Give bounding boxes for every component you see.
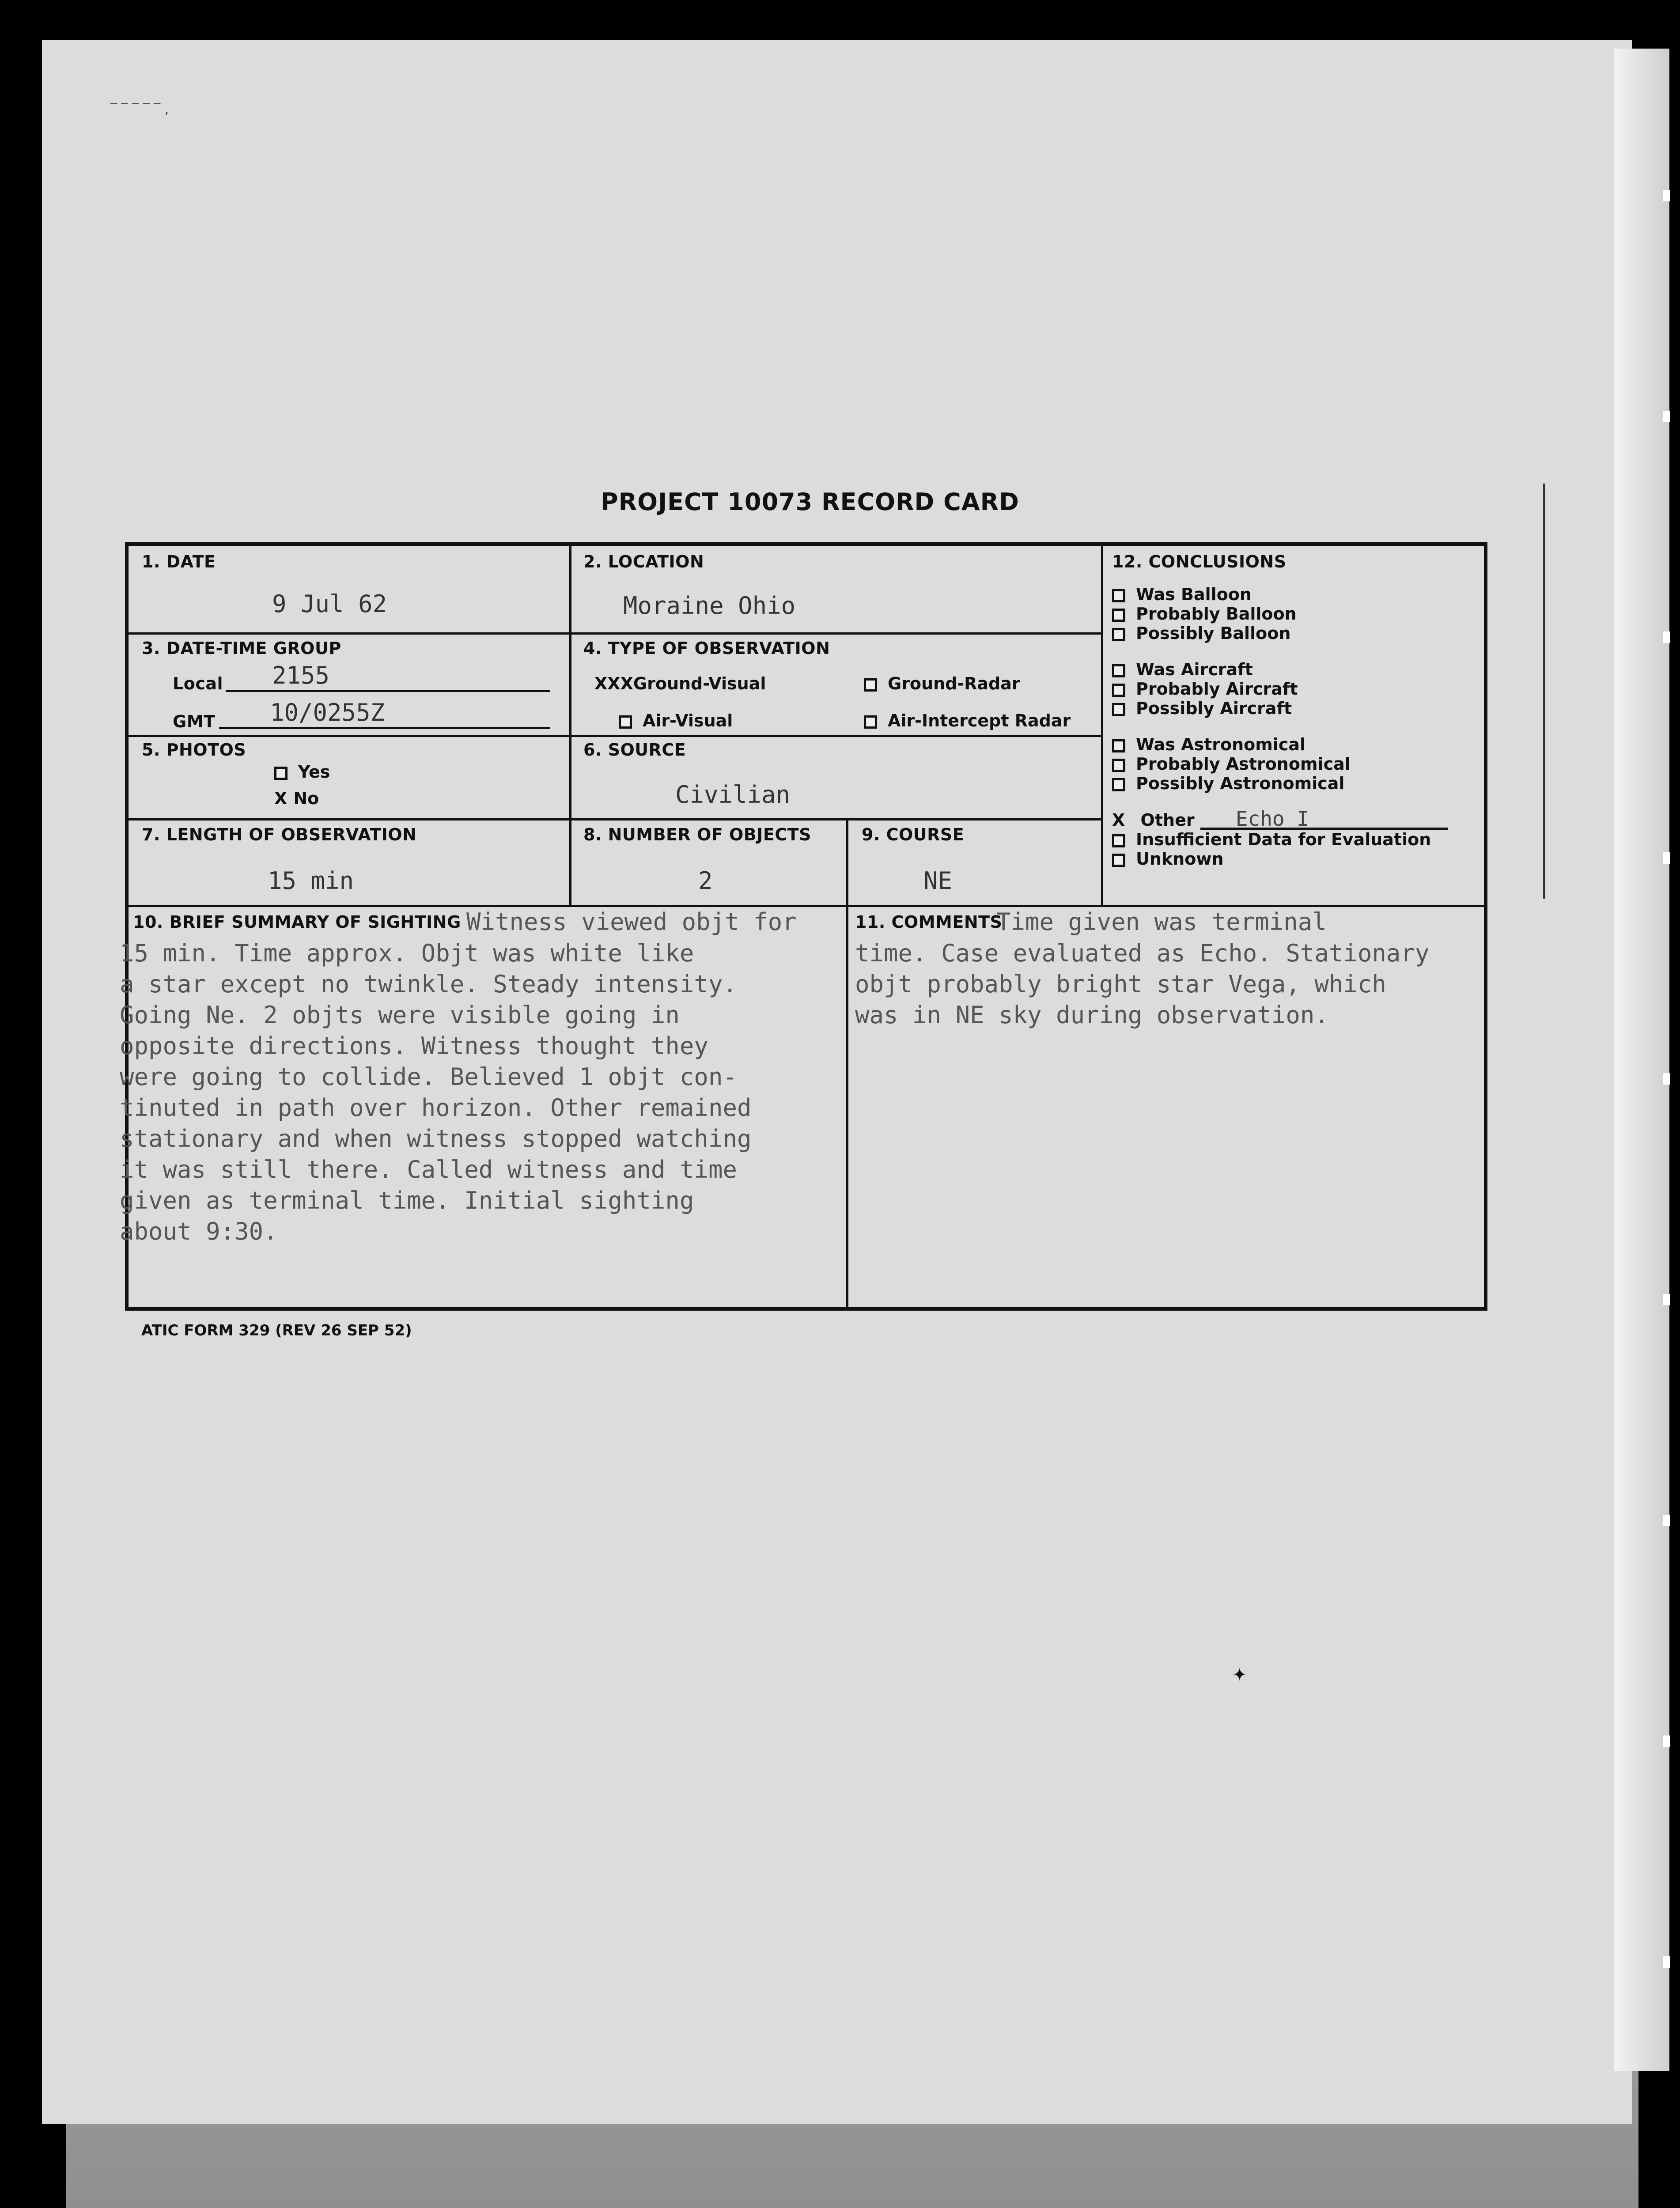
air-intercept-radar-label: Air-Intercept Radar bbox=[888, 711, 1071, 730]
grid-line bbox=[129, 818, 1102, 820]
comments-text: time. Case evaluated as Echo. Stationary objt probably bright star Vega, which was in NE sky during observation. bbox=[855, 939, 1430, 1029]
other-label: Other bbox=[1140, 810, 1195, 830]
location-label: 2. LOCATION bbox=[583, 552, 704, 571]
conclusion-label: Probably Balloon bbox=[1136, 604, 1297, 624]
checkbox-icon bbox=[1112, 739, 1125, 752]
conclusion-item bbox=[1112, 604, 1448, 624]
other-value: Echo I bbox=[1200, 810, 1448, 830]
record-card-table bbox=[120, 542, 1487, 1311]
ground-visual-checkmark: XXX bbox=[594, 674, 633, 693]
spacer bbox=[1112, 643, 1448, 660]
photos-label: 5. PHOTOS bbox=[142, 740, 246, 760]
conclusions-list bbox=[1112, 585, 1448, 869]
date-time-group-label: 3. DATE-TIME GROUP bbox=[142, 639, 341, 658]
form-id: ATIC FORM 329 (REV 26 SEP 52) bbox=[141, 1322, 412, 1339]
comments-label: 11. COMMENTS bbox=[855, 912, 1003, 932]
checkbox-icon bbox=[1112, 684, 1125, 697]
gmt-time-value: 10/0255Z bbox=[270, 699, 385, 726]
conclusion-other bbox=[1112, 807, 1448, 831]
summary-text: 15 min. Time approx. Objt was white like a star except no twinkle. Steady intensity. Going Ne. 2 objts were visible going in opposite directions. Witness thought they were going to collide. Believed 1 objt con- tinuted in path over horizon. Other remained stationary and when witness stopped watching it was still there. Called witness and time given as terminal time. Initial sighting about 9:30. bbox=[120, 939, 752, 1245]
conclusion-label: Was Astronomical bbox=[1136, 735, 1306, 754]
film-sprocket bbox=[1663, 1073, 1670, 1085]
conclusion-label: Unknown bbox=[1136, 849, 1224, 869]
length-of-observation-label: 7. LENGTH OF OBSERVATION bbox=[142, 825, 417, 844]
checkbox-icon bbox=[1112, 778, 1125, 791]
date-value: 9 Jul 62 bbox=[272, 590, 387, 618]
checkbox-icon bbox=[1112, 589, 1125, 602]
checkbox-icon bbox=[619, 715, 632, 729]
conclusion-item bbox=[1112, 754, 1448, 774]
grid-line bbox=[129, 905, 1487, 907]
checkbox-icon bbox=[1112, 703, 1125, 716]
ground-visual-option bbox=[594, 674, 766, 693]
conclusions-label: 12. CONCLUSIONS bbox=[1112, 552, 1286, 571]
conclusion-label: Possibly Aircraft bbox=[1136, 699, 1292, 718]
film-sprocket bbox=[1663, 1956, 1670, 1968]
checkbox-icon bbox=[1112, 759, 1125, 772]
spacer bbox=[1112, 718, 1448, 735]
checkbox-icon bbox=[274, 767, 288, 780]
card-title: PROJECT 10073 RECORD CARD bbox=[601, 488, 1020, 516]
other-checkmark: X bbox=[1112, 810, 1125, 830]
film-edge bbox=[1614, 49, 1669, 2071]
scan-mark: ‾ ‾ ‾ ‾ ‾ , bbox=[110, 102, 169, 117]
conclusion-item bbox=[1112, 774, 1448, 793]
checkbox-icon bbox=[1112, 854, 1125, 867]
conclusion-label: Possibly Balloon bbox=[1136, 624, 1291, 643]
air-visual-option bbox=[619, 711, 733, 730]
grid-line bbox=[129, 632, 1102, 635]
source-label: 6. SOURCE bbox=[583, 740, 686, 760]
conclusion-item bbox=[1112, 735, 1448, 754]
gmt-label: GMT bbox=[173, 712, 216, 731]
local-underline bbox=[226, 690, 550, 692]
checkbox-icon bbox=[1112, 664, 1125, 677]
checkbox-icon bbox=[1112, 609, 1125, 622]
gmt-underline bbox=[219, 727, 550, 729]
local-time-value: 2155 bbox=[272, 662, 330, 689]
comments-first-line: Time given was terminal bbox=[996, 908, 1327, 936]
film-sprocket bbox=[1663, 411, 1670, 422]
film-sprocket bbox=[1663, 1735, 1670, 1747]
scan-mark: ✦ bbox=[1232, 1665, 1247, 1685]
checkbox-icon bbox=[864, 678, 877, 692]
conclusion-label: Insufficient Data for Evaluation bbox=[1136, 830, 1431, 849]
film-sprocket bbox=[1663, 631, 1670, 643]
course-value: NE bbox=[923, 867, 953, 895]
air-visual-label: Air-Visual bbox=[643, 711, 733, 730]
source-value: Civilian bbox=[675, 781, 791, 809]
film-sprocket bbox=[1663, 1294, 1670, 1305]
number-of-objects-value: 2 bbox=[698, 867, 713, 895]
film-sprocket bbox=[1663, 852, 1670, 864]
conclusion-item bbox=[1112, 679, 1448, 699]
film-sprocket bbox=[1663, 1515, 1670, 1526]
conclusion-item bbox=[1112, 849, 1448, 869]
photos-yes-label: Yes bbox=[298, 762, 330, 782]
conclusion-label: Was Balloon bbox=[1136, 585, 1252, 604]
grid-line bbox=[129, 735, 1102, 737]
conclusion-label: Probably Aircraft bbox=[1136, 679, 1298, 699]
course-label: 9. COURSE bbox=[862, 825, 965, 844]
checkbox-icon bbox=[864, 715, 877, 729]
grid-line bbox=[569, 546, 571, 905]
conclusion-item bbox=[1112, 585, 1448, 604]
conclusion-item bbox=[1112, 660, 1448, 679]
summary-first-line: Witness viewed objt for bbox=[466, 908, 797, 936]
film-sprocket bbox=[1663, 190, 1670, 201]
grid-line bbox=[846, 818, 848, 1311]
checkbox-icon bbox=[1112, 628, 1125, 641]
ground-visual-label: Ground-Visual bbox=[633, 674, 766, 693]
conclusion-label: Probably Astronomical bbox=[1136, 754, 1351, 774]
location-value: Moraine Ohio bbox=[623, 592, 796, 620]
conclusion-label: Possibly Astronomical bbox=[1136, 774, 1345, 793]
date-label: 1. DATE bbox=[142, 552, 216, 571]
length-of-observation-value: 15 min bbox=[268, 867, 354, 895]
conclusion-item bbox=[1112, 624, 1448, 643]
grid-line bbox=[1101, 546, 1103, 905]
summary-label: 10. BRIEF SUMMARY OF SIGHTING bbox=[133, 912, 461, 932]
photos-no-label: No bbox=[293, 789, 319, 808]
number-of-objects-label: 8. NUMBER OF OBJECTS bbox=[583, 825, 812, 844]
ground-radar-option bbox=[864, 674, 1020, 693]
ground-radar-label: Ground-Radar bbox=[888, 674, 1020, 693]
air-intercept-radar-option bbox=[864, 711, 1071, 730]
conclusion-item bbox=[1112, 699, 1448, 718]
checkbox-icon bbox=[1112, 834, 1125, 847]
photos-no-option bbox=[274, 789, 319, 808]
conclusion-label: Was Aircraft bbox=[1136, 660, 1253, 679]
conclusion-item bbox=[1112, 830, 1448, 849]
photos-yes-option bbox=[274, 762, 330, 782]
margin-rule bbox=[1543, 484, 1545, 899]
type-of-observation-label: 4. TYPE OF OBSERVATION bbox=[583, 639, 830, 658]
local-label: Local bbox=[173, 674, 223, 693]
photos-no-checkmark: X bbox=[274, 789, 288, 808]
